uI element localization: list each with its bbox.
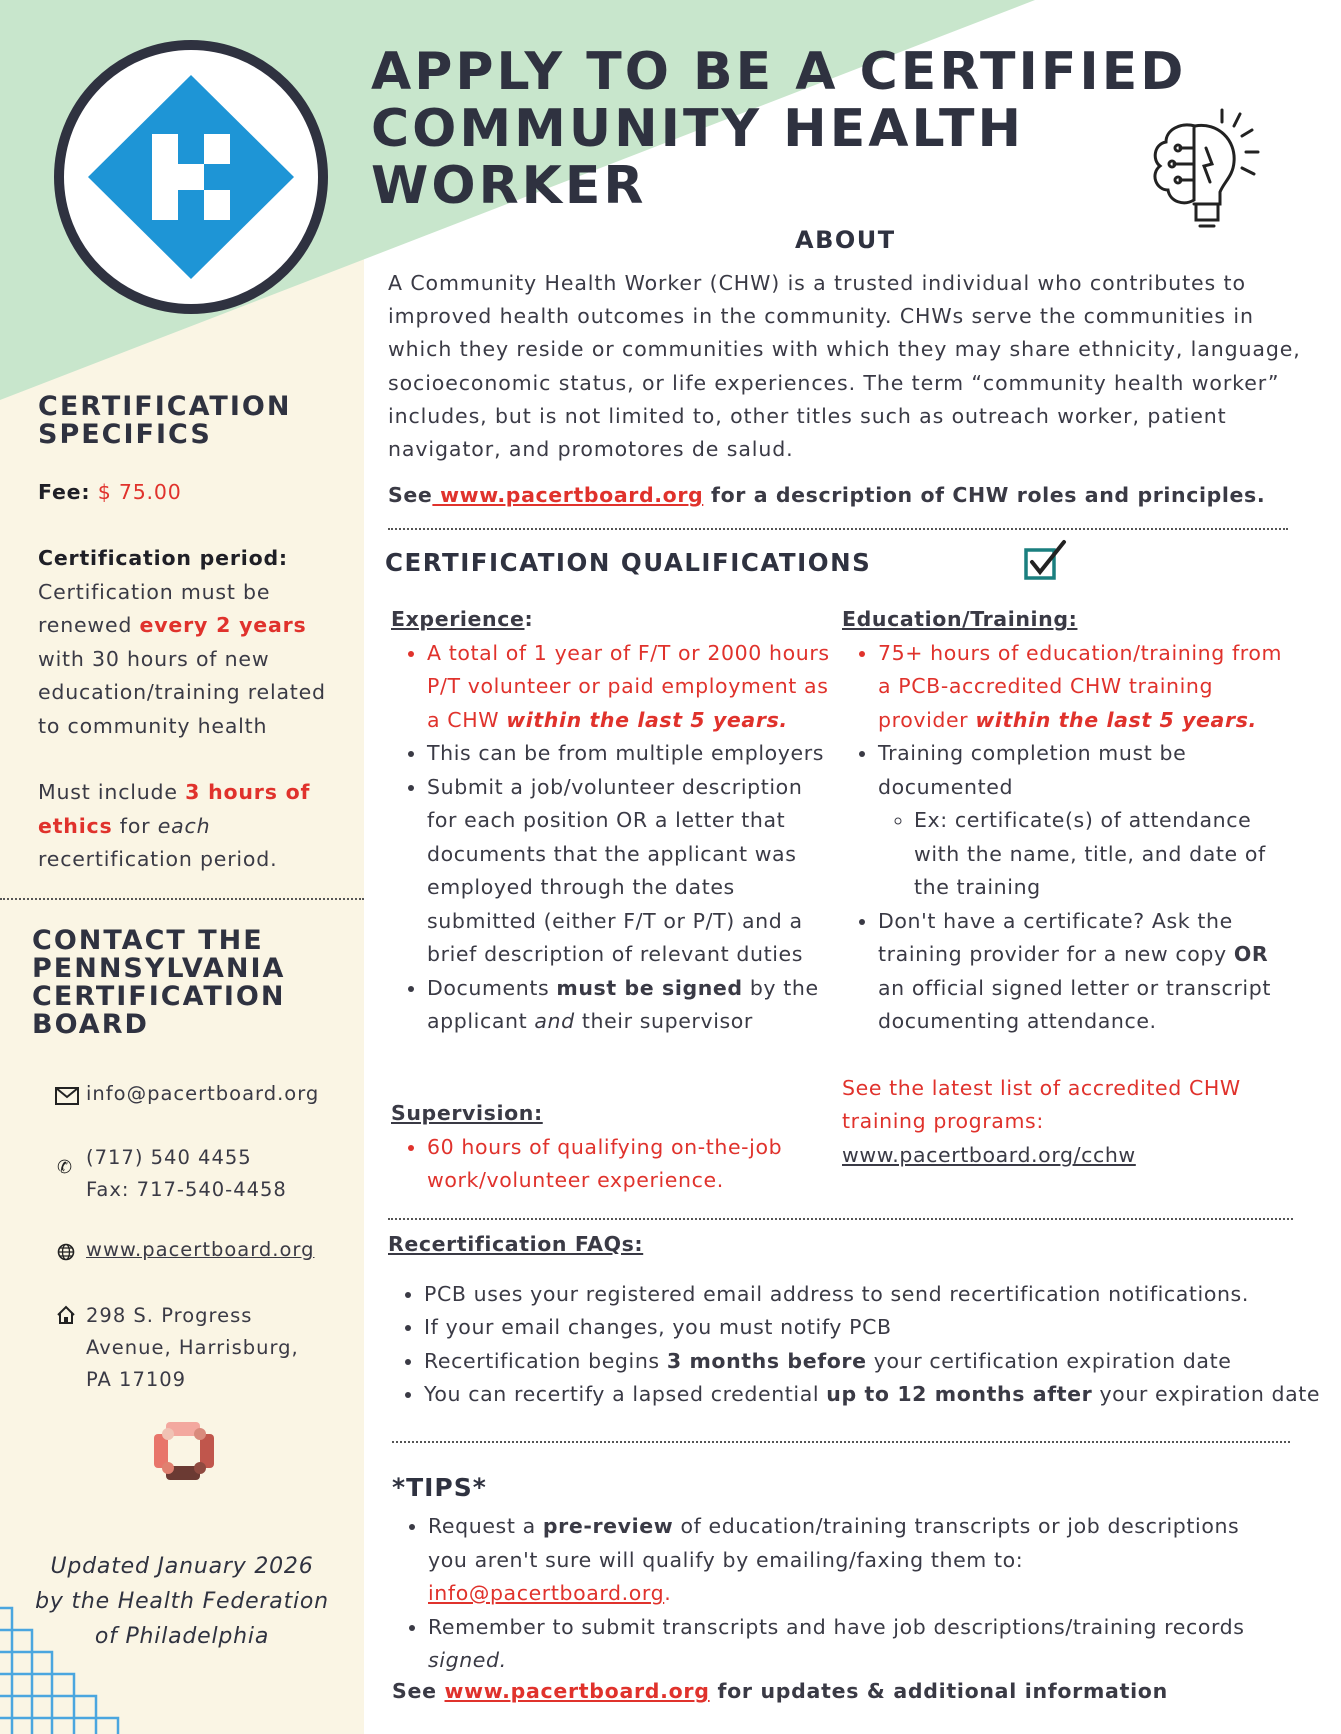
accredited-list-link[interactable]: www.pacertboard.org/cchw	[842, 1142, 1136, 1167]
experience-item-4-c: by the applicant	[427, 975, 819, 1033]
tip-item-1-a: Request a	[428, 1514, 543, 1538]
experience-heading	[391, 603, 831, 637]
address-line-2: Avenue, Harrisburg,	[86, 1336, 299, 1359]
faq-item-3	[424, 1345, 1328, 1379]
experience-section	[391, 603, 831, 1039]
faq-item-4-c: your expiration date	[1092, 1382, 1321, 1406]
contact-heading-line-3: CERTIFICATION	[32, 981, 286, 1012]
education-item-1-text: 75+ hours of education/training from a PCB-accredited CHW training provider	[878, 640, 1283, 732]
ethics-text-1: Must include	[38, 780, 186, 804]
experience-colon: :	[524, 607, 534, 631]
footer-prefix: See	[392, 1679, 445, 1703]
accredited-list-note: See the latest list of accredited CHW training programs:	[842, 1075, 1241, 1133]
page-title	[371, 44, 1186, 215]
contact-heading-line-1: CONTACT THE	[32, 925, 264, 956]
education-item-3-b: OR	[1233, 942, 1269, 966]
education-item-1	[878, 637, 1292, 738]
footer-line	[392, 1679, 1168, 1703]
envelope-icon	[55, 1087, 79, 1105]
period-highlight: every 2 years	[139, 613, 307, 637]
tip-item-2-b: signed.	[428, 1648, 507, 1672]
footer-suffix: for updates & additional information	[709, 1679, 1168, 1703]
faq-item-3-b: 3 months before	[666, 1348, 867, 1373]
faqs-section	[388, 1228, 1328, 1412]
experience-item-3: • Submit a job/volunteer description for each position OR a letter that documents that the applicant was employed through the dates submitted (either F/T or P/T) and a brief description of relevant duties	[427, 771, 831, 972]
education-item-2-text: Training completion must be documented	[878, 741, 1187, 799]
community-hands-icon	[152, 1420, 216, 1482]
title-line-2: COMMUNITY HEALTH	[371, 99, 1024, 159]
contact-fax: Fax: 717-540-4458	[86, 1178, 287, 1201]
experience-item-4-e: their supervisor	[574, 1009, 753, 1033]
tip-item-2-a: Remember to submit transcripts and have job descriptions/training records	[428, 1614, 1245, 1639]
fee-line	[38, 476, 182, 510]
supervision-item-1: • 60 hours of qualifying on-the-job work/volunteer experience.	[427, 1131, 831, 1198]
globe-icon	[57, 1243, 75, 1261]
period-text-1: Certification must be renewed	[38, 579, 271, 637]
about-see-line	[388, 483, 1265, 507]
updated-line-3: of Philadelphia	[94, 1624, 270, 1649]
education-item-3-a: Don't have a certificate? Ask the training provider for a new copy	[878, 908, 1234, 966]
contact-heading-line-4: BOARD	[32, 1009, 149, 1040]
supervision-label: Supervision:	[391, 1101, 543, 1125]
ethics-text	[38, 776, 348, 877]
contact-phone-block	[86, 1142, 287, 1206]
experience-item-4-d: and	[534, 1009, 575, 1033]
specifics-heading-line-2: SPECIFICS	[38, 419, 212, 450]
period-text	[38, 576, 348, 744]
faq-item-3-c: your certification expiration date	[866, 1348, 1232, 1373]
tip-item-1	[428, 1510, 1272, 1611]
contact-heading	[32, 927, 285, 1039]
contact-phone[interactable]: (717) 540 4455	[86, 1146, 252, 1169]
faq-item-4-a: You can recertify a lapsed credential	[424, 1382, 827, 1406]
tips-section	[392, 1510, 1272, 1678]
contact-email[interactable]: info@pacertboard.org	[86, 1082, 320, 1105]
about-text: A Community Health Worker (CHW) is a trusted individual who contributes to improved health outcomes in the community. CHWs serve the communities in which they reside or communities with which they may share ethnicity, language, socioeconomic status, or life experiences. The term “community health worker” includes, but is not limited to, other titles such as outreach worker, patient navigator, and promotores de salud.	[388, 271, 1301, 462]
contact-website[interactable]: www.pacertboard.org	[86, 1238, 315, 1261]
education-label: Education/Training:	[842, 607, 1078, 631]
ethics-italic: each	[157, 813, 211, 838]
experience-item-1	[427, 637, 831, 738]
experience-item-1-emph: within the last 5 years.	[506, 707, 788, 732]
fee-label: Fee:	[38, 480, 91, 504]
about-heading: ABOUT	[795, 226, 896, 254]
updated-line-2: by the Health Federation	[35, 1589, 329, 1614]
faq-item-4-b: up to 12 months after	[826, 1382, 1093, 1406]
title-line-1: APPLY TO BE A CERTIFIED	[371, 42, 1187, 102]
contact-heading-line-2: PENNSYLVANIA	[32, 953, 286, 984]
education-item-2	[878, 737, 1292, 905]
fee-value: $ 75.00	[90, 480, 182, 504]
experience-item-4	[427, 972, 831, 1039]
about-see-suffix: for a description of CHW roles and principles.	[703, 483, 1266, 507]
experience-item-1-text: A total of 1 year of F/T or 2000 hours P/T volunteer or paid employment as a CHW	[427, 640, 830, 732]
specifics-heading	[38, 393, 291, 449]
period-section	[38, 542, 348, 877]
title-line-3: WORKER	[371, 156, 647, 216]
faq-item-2: • If your email changes, you must notify PCB	[424, 1311, 1328, 1345]
decorative-grid	[0, 1600, 130, 1734]
footer-link[interactable]: www.pacertboard.org	[444, 1679, 710, 1703]
tip-email-link[interactable]: info@pacertboard.org	[428, 1581, 665, 1605]
education-item-3	[878, 905, 1292, 1039]
supervision-section	[391, 1097, 831, 1198]
divider-about	[388, 528, 1288, 530]
tip-item-2	[428, 1611, 1272, 1678]
qualifications-heading: CERTIFICATION QUALIFICATIONS	[385, 548, 872, 577]
address-line-3: PA 17109	[86, 1368, 187, 1391]
ethics-text-3: recertification period.	[38, 847, 278, 871]
faqs-heading: Recertification FAQs:	[388, 1232, 644, 1256]
experience-item-4-b: must be signed	[556, 975, 743, 1000]
period-label: Certification period:	[38, 546, 288, 570]
updated-line-1: Updated January 2026	[50, 1554, 314, 1579]
tip-item-1-b: pre-review	[542, 1514, 674, 1538]
checkbox-check-icon	[1022, 538, 1068, 582]
address-line-1: 298 S. Progress	[86, 1304, 253, 1327]
divider-faqs	[392, 1441, 1290, 1443]
home-icon	[56, 1305, 76, 1325]
about-see-link[interactable]: www.pacertboard.org	[432, 483, 704, 507]
period-text-2: with 30 hours of new education/training related to community health	[38, 646, 326, 738]
hfp-logo	[52, 38, 330, 316]
education-section	[842, 603, 1292, 1172]
education-item-3-c: an official signed letter or transcript documenting attendance.	[878, 975, 1271, 1033]
contact-address	[86, 1300, 299, 1396]
experience-item-4-a: Documents	[427, 975, 557, 1000]
tip-item-1-c: of education/training transcripts or job descriptions you aren't sure will qualify by emailing/faxing them to:	[428, 1514, 1240, 1572]
faq-item-4	[424, 1378, 1328, 1412]
phone-icon: ✆	[57, 1157, 73, 1178]
experience-label: Experience	[391, 607, 525, 631]
education-item-1-emph: within the last 5 years.	[975, 707, 1257, 732]
about-see-prefix: See	[388, 483, 433, 507]
faq-item-3-a: Recertification begins	[424, 1348, 667, 1373]
faq-item-1: • PCB uses your registered email address to send recertification notifications.	[424, 1278, 1328, 1312]
ethics-highlight: 3 hours of ethics	[38, 780, 311, 838]
education-sub-item-1: ◦ Ex: certificate(s) of attendance with the name, title, and date of the training	[914, 804, 1292, 905]
divider-sidebar	[0, 898, 364, 900]
ethics-text-2: for	[112, 813, 158, 838]
specifics-heading-line-1: CERTIFICATION	[38, 391, 292, 422]
tips-heading: *TIPS*	[392, 1473, 487, 1502]
experience-item-2: • This can be from multiple employers	[427, 737, 831, 771]
divider-qualifications	[388, 1218, 1293, 1220]
tip-item-1-d: .	[664, 1581, 672, 1605]
